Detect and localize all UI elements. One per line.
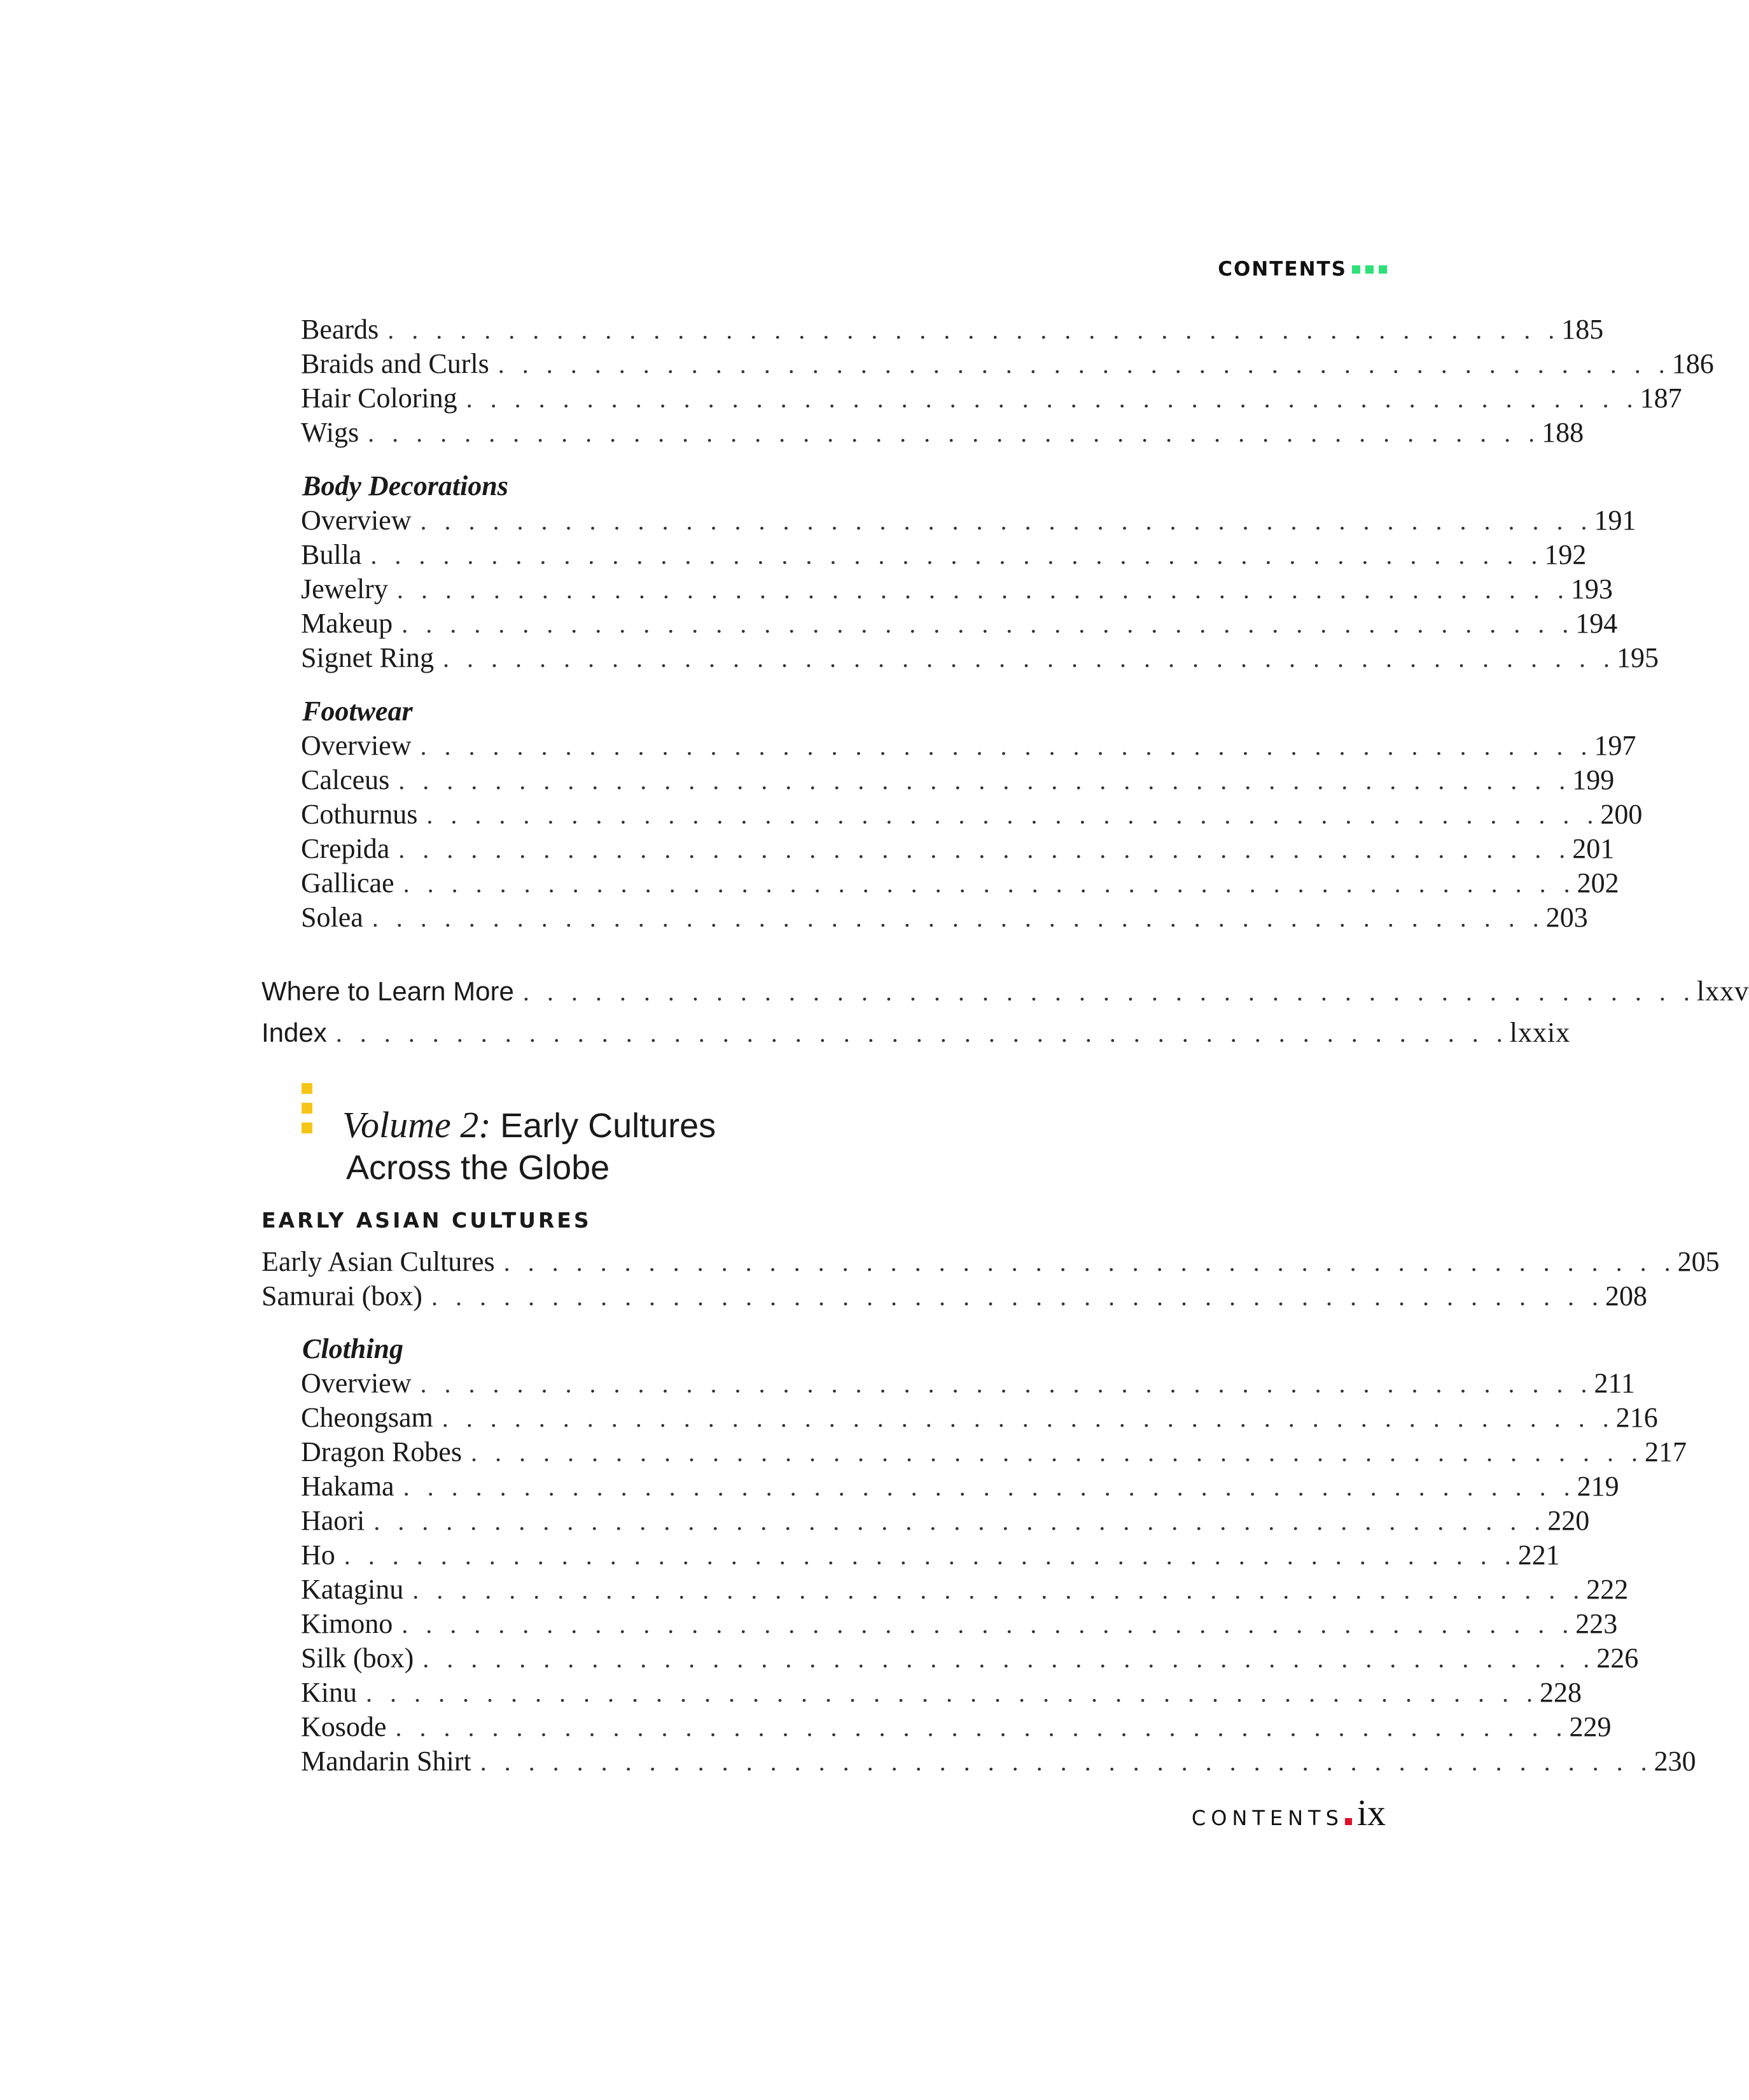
dot-leader: . . . . . . . . . . . . . . . . . . . . . . . . . . . . . . . . . . . . . . . . . . . . . . . . . (344, 1541, 1517, 1570)
volume-number: Volume 2: (342, 1104, 491, 1145)
accent-square-icon (1365, 265, 1374, 274)
toc-entry-page: 211 (1594, 1368, 1635, 1399)
toc-entry[interactable] (301, 900, 1588, 935)
toc-entry-label: Kataginu (301, 1574, 404, 1605)
toc-entry-label: Cothurnus (301, 799, 418, 830)
volume-title-line1: Early Cultures (500, 1107, 716, 1145)
page-number: ix (1356, 1792, 1386, 1833)
toc-entry-page: 230 (1654, 1746, 1696, 1777)
folio-label: CONTENTS (1191, 1806, 1344, 1830)
toc-entry[interactable] (301, 1537, 1560, 1573)
toc-entry[interactable] (301, 1744, 1696, 1779)
running-head-label: CONTENTS (1218, 258, 1347, 281)
dot-leader: . . . . . . . . . . . . . . . . . . . . . . . . . . . . . . . . . . . . . . . . . . . . . . . . . (498, 350, 1671, 379)
toc-entry-label: Kosode (301, 1711, 387, 1742)
toc-entry-page: 205 (1677, 1246, 1720, 1277)
dot-leader: . . . . . . . . . . . . . . . . . . . . . . . . . . . . . . . . . . . . . . . . . . . . . . . . . (466, 384, 1639, 413)
volume-title (342, 1104, 716, 1189)
dot-leader: . . . . . . . . . . . . . . . . . . . . . . . . . . . . . . . . . . . . . . . . . . . . . . . . . (403, 869, 1576, 898)
toc-entry-page: 219 (1577, 1471, 1619, 1502)
toc-entry-label: Gallicae (301, 867, 394, 899)
toc-entry[interactable] (301, 346, 1714, 382)
toc-entry[interactable] (301, 640, 1659, 676)
toc-entry-page: 193 (1570, 573, 1613, 605)
toc-entry-label: Overview (301, 730, 412, 761)
toc-entry-label: Bulla (301, 539, 362, 570)
toc-entry[interactable] (301, 1400, 1658, 1436)
dot-leader: . . . . . . . . . . . . . . . . . . . . . . . . . . . . . . . . . . . . . . . . . . . . . . . . . (387, 316, 1561, 344)
subsection-title: Clothing (302, 1333, 403, 1364)
toc-entry[interactable] (301, 728, 1636, 764)
toc-entry-label: Samurai (box) (261, 1280, 422, 1312)
toc-entry[interactable] (301, 606, 1618, 641)
toc-entry-page: 186 (1671, 348, 1714, 379)
toc-entry-label: Solea (301, 902, 363, 933)
toc-entry-page: 226 (1596, 1642, 1639, 1674)
toc-entry-page: 197 (1594, 730, 1636, 761)
toc-entry-label: Hair Coloring (301, 382, 457, 414)
toc-entry-label: Signet Ring (301, 642, 435, 673)
toc-entry-page: 199 (1572, 764, 1615, 795)
toc-entry[interactable] (301, 1709, 1612, 1745)
toc-entry-page: lxxv (1696, 976, 1749, 1007)
toc-entry-label: Index (261, 1018, 327, 1047)
dot-leader: . . . . . . . . . . . . . . . . . . . . . . . . . . . . . . . . . . . . . . . . . . . . . . . . . (403, 1473, 1576, 1501)
toc-entry[interactable] (301, 312, 1604, 347)
toc-entry[interactable] (261, 1244, 1720, 1280)
toc-entry-label: Overview (301, 1368, 412, 1399)
toc-entry-page: 200 (1600, 799, 1643, 830)
toc-entry[interactable] (301, 503, 1636, 538)
dot-leader: . . . . . . . . . . . . . . . . . . . . . . . . . . . . . . . . . . . . . . . . . . . . . . . . . (368, 419, 1541, 447)
toc-entry[interactable] (301, 1469, 1619, 1504)
toc-entry-page: 191 (1594, 505, 1636, 536)
toc-entry-page: 228 (1540, 1677, 1582, 1708)
toc-entry-label: Ho (301, 1539, 335, 1571)
toc-entry[interactable] (301, 1366, 1635, 1401)
toc-entry-label: Braids and Curls (301, 348, 489, 379)
toc-entry-page: 221 (1517, 1539, 1560, 1571)
toc-entry-page: 222 (1586, 1574, 1629, 1605)
dot-leader: . . . . . . . . . . . . . . . . . . . . . . . . . . . . . . . . . . . . . . . . . . . . . . . . . (412, 1576, 1585, 1604)
toc-entry[interactable] (301, 415, 1584, 451)
toc-entry-label: Dragon Robes (301, 1436, 462, 1467)
toc-entry-label: Jewelry (301, 573, 388, 605)
toc-entry-label: Crepida (301, 833, 390, 864)
toc-entry-page: 223 (1575, 1608, 1618, 1639)
toc-entry[interactable] (301, 571, 1613, 607)
toc-entry-page: 185 (1561, 314, 1604, 345)
dot-leader: . . . . . . . . . . . . . . . . . . . . . . . . . . . . . . . . . . . . . . . . . . . . . . . . . (426, 801, 1599, 829)
toc-entry-page: 194 (1575, 608, 1618, 639)
toc-entry-label: Overview (301, 505, 412, 536)
toc-entry-label: Calceus (301, 764, 390, 795)
marker-square-icon (302, 1103, 312, 1114)
marker-square-icon (302, 1083, 312, 1094)
toc-entry[interactable] (301, 1675, 1582, 1711)
dot-leader: . . . . . . . . . . . . . . . . . . . . . . . . . . . . . . . . . . . . . . . . . . . . . . . . . (396, 575, 1570, 604)
toc-entry-page: 203 (1545, 902, 1588, 933)
accent-square-icon (1352, 265, 1360, 274)
toc-entry-label: Wigs (301, 417, 359, 448)
toc-entry[interactable] (301, 831, 1615, 867)
page-folio (1192, 1791, 1386, 1840)
toc-entry-label: Kimono (301, 1608, 393, 1639)
dot-leader: . . . . . . . . . . . . . . . . . . . . . . . . . . . . . . . . . . . . . . . . . . . . . . . . . (431, 1282, 1604, 1311)
accent-square-icon (1379, 265, 1387, 274)
toc-entry-label: Kinu (301, 1677, 357, 1708)
toc-entry-page: 229 (1569, 1711, 1612, 1742)
toc-entry[interactable] (261, 1278, 1647, 1314)
dot-leader: . . . . . . . . . . . . . . . . . . . . . . . . . . . . . . . . . . . . . . . . . . . . . . . . . (366, 1679, 1538, 1707)
marker-square-icon (302, 1123, 312, 1133)
toc-entry[interactable] (301, 865, 1619, 901)
dot-leader: . . . . . . . . . . . . . . . . . . . . . . . . . . . . . . . . . . . . . . . . . . . . . . . . . (372, 904, 1545, 932)
dot-leader: . . . . . . . . . . . . . . . . . . . . . . . . . . . . . . . . . . . . . . . . . . . . . . . . . (335, 1019, 1509, 1047)
toc-entry[interactable] (301, 1572, 1629, 1607)
dot-leader: . . . . . . . . . . . . . . . . . . . . . . . . . . . . . . . . . . . . . . . . . . . . . . . . . (420, 507, 1593, 535)
toc-entry-page: 216 (1615, 1402, 1658, 1433)
toc-entry[interactable] (301, 381, 1682, 416)
toc-entry[interactable] (261, 974, 1749, 1009)
dot-leader: . . . . . . . . . . . . . . . . . . . . . . . . . . . . . . . . . . . . . . . . . . . . . . . . . (443, 644, 1616, 673)
toc-entry-page: 188 (1542, 417, 1584, 448)
toc-entry[interactable] (261, 1015, 1571, 1051)
folio-dot-icon (1345, 1818, 1352, 1825)
dot-leader: . . . . . . . . . . . . . . . . . . . . . . . . . . . . . . . . . . . . . . . . . . . . . . . . . (401, 610, 1575, 638)
dot-leader: . . . . . . . . . . . . . . . . . . . . . . . . . . . . . . . . . . . . . . . . . . . . . . . . . (503, 1248, 1676, 1277)
toc-entry-page: 220 (1547, 1505, 1590, 1536)
dot-leader: . . . . . . . . . . . . . . . . . . . . . . . . . . . . . . . . . . . . . . . . . . . . . . . . . (373, 1507, 1547, 1536)
dot-leader: . . . . . . . . . . . . . . . . . . . . . . . . . . . . . . . . . . . . . . . . . . . . . . . . . (420, 1369, 1593, 1398)
dot-leader: . . . . . . . . . . . . . . . . . . . . . . . . . . . . . . . . . . . . . . . . . . . . . . . . . (398, 766, 1571, 795)
toc-entry-label: Silk (box) (301, 1642, 414, 1674)
toc-entry-page: 187 (1640, 382, 1682, 414)
dot-leader: . . . . . . . . . . . . . . . . . . . . . . . . . . . . . . . . . . . . . . . . . . . . . . . . . (522, 977, 1696, 1006)
toc-entry-label: Makeup (301, 608, 393, 639)
dot-leader: . . . . . . . . . . . . . . . . . . . . . . . . . . . . . . . . . . . . . . . . . . . . . . . . . (422, 1644, 1596, 1673)
toc-entry-label: Haori (301, 1505, 365, 1536)
toc-entry-label: Where to Learn More (261, 976, 514, 1006)
toc-entry-page: 195 (1617, 642, 1659, 673)
toc-entry-page: 202 (1577, 867, 1619, 899)
dot-leader: . . . . . . . . . . . . . . . . . . . . . . . . . . . . . . . . . . . . . . . . . . . . . . . . . (398, 835, 1571, 864)
toc-entry-page: 217 (1644, 1436, 1687, 1467)
toc-entry[interactable] (301, 762, 1615, 798)
toc-entry-label: Beards (301, 314, 379, 345)
toc-entry-page: lxxix (1509, 1017, 1571, 1048)
running-head (1218, 258, 1387, 281)
toc-entry[interactable] (301, 1606, 1618, 1642)
toc-entry-label: Cheongsam (301, 1402, 433, 1433)
toc-entry[interactable] (301, 1434, 1687, 1470)
section-label: EARLY ASIAN CULTURES (261, 1208, 592, 1233)
toc-entry-page: 201 (1572, 833, 1615, 864)
subsection-title: Footwear (302, 696, 413, 727)
toc-entry-label: Early Asian Cultures (261, 1246, 495, 1277)
toc-entry[interactable] (301, 1641, 1639, 1676)
dot-leader: . . . . . . . . . . . . . . . . . . . . . . . . . . . . . . . . . . . . . . . . . . . . . . . . . (370, 541, 1543, 570)
toc-entry-label: Hakama (301, 1471, 394, 1502)
toc-entry-page: 208 (1605, 1280, 1647, 1312)
dot-leader: . . . . . . . . . . . . . . . . . . . . . . . . . . . . . . . . . . . . . . . . . . . . . . . . . (480, 1747, 1653, 1776)
volume-title-line2: Across the Globe (346, 1149, 610, 1187)
dot-leader: . . . . . . . . . . . . . . . . . . . . . . . . . . . . . . . . . . . . . . . . . . . . . . . . . (470, 1438, 1643, 1467)
toc-entry[interactable] (301, 537, 1587, 573)
dot-leader: . . . . . . . . . . . . . . . . . . . . . . . . . . . . . . . . . . . . . . . . . . . . . . . . . (442, 1404, 1615, 1432)
dot-leader: . . . . . . . . . . . . . . . . . . . . . . . . . . . . . . . . . . . . . . . . . . . . . . . . . (401, 1610, 1575, 1639)
toc-entry[interactable] (301, 797, 1643, 832)
toc-entry[interactable] (301, 1503, 1590, 1539)
toc-entry-label: Mandarin Shirt (301, 1746, 471, 1777)
toc-entry-page: 192 (1544, 539, 1587, 570)
subsection-title: Body Decorations (302, 470, 508, 501)
volume-marker (302, 1083, 314, 1142)
dot-leader: . . . . . . . . . . . . . . . . . . . . . . . . . . . . . . . . . . . . . . . . . . . . . . . . . (395, 1713, 1568, 1742)
dot-leader: . . . . . . . . . . . . . . . . . . . . . . . . . . . . . . . . . . . . . . . . . . . . . . . . . (420, 732, 1593, 760)
